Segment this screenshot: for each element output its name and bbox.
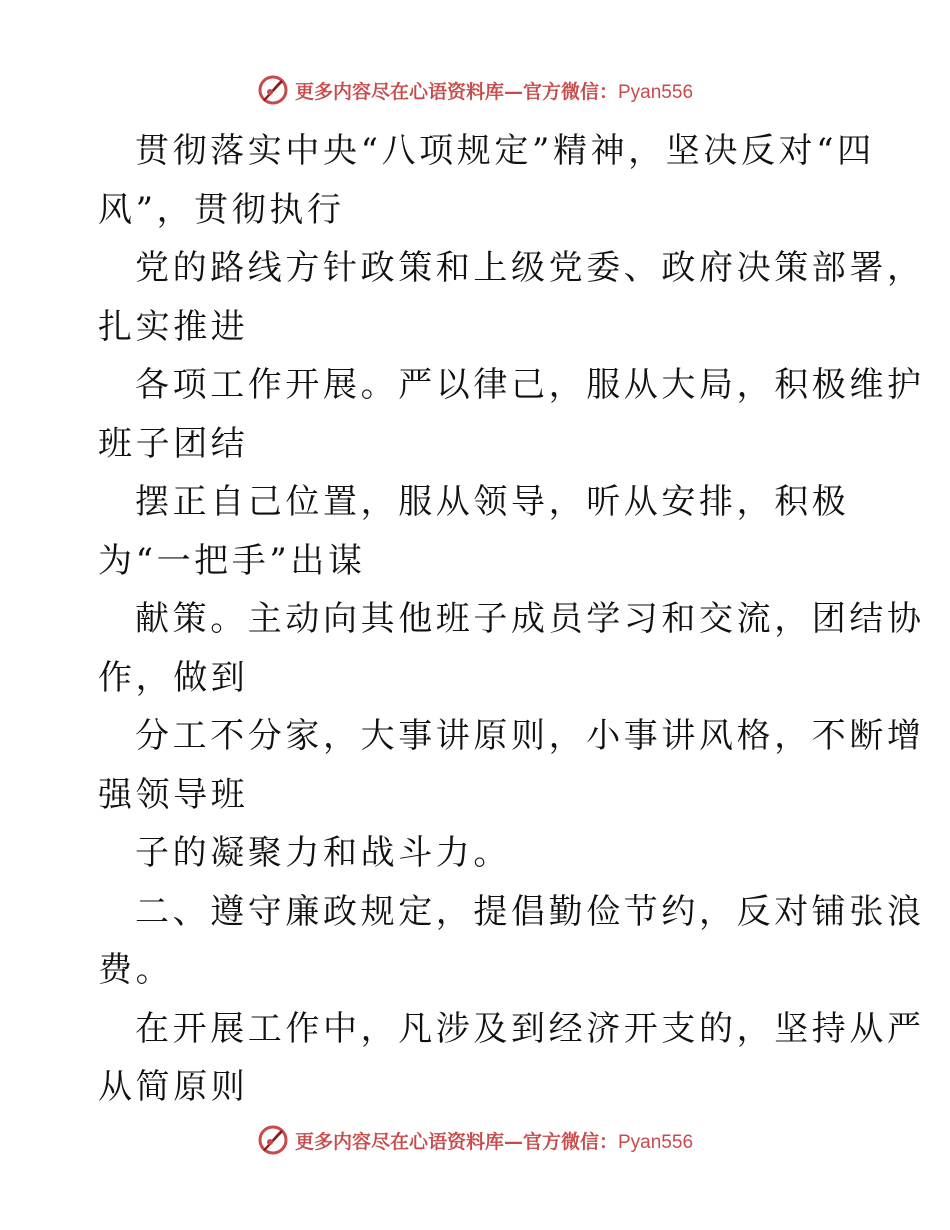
text-line: 费。	[98, 950, 174, 990]
section-heading-line: 二、遵守廉政规定，提倡勤俭节约，反对铺张浪	[135, 891, 925, 932]
wechat-account: Pyan556	[618, 1131, 694, 1153]
text-line: 班子团结	[98, 423, 249, 464]
text-line: 子的凝聚力和战斗力。	[135, 833, 511, 873]
text-line: 扎实推进	[98, 306, 249, 347]
text-line: 各项工作开展。严以律己，服从大局，积极维护	[135, 365, 925, 405]
text-line: 摆正自己位置，服从领导，听从安排，积极	[135, 482, 850, 522]
quill-pen-logo-icon	[257, 1124, 289, 1156]
quill-pen-logo-icon	[257, 74, 289, 106]
header-watermark-banner	[0, 70, 950, 110]
text-line: 贯彻落实中央“八项规定”精神，坚决反对“四	[135, 131, 875, 171]
wechat-account: Pyan556	[618, 81, 694, 103]
text-line: 在开展工作中，凡涉及到经济开支的，坚持从严	[135, 1008, 925, 1049]
text-line: 献策。主动向其他班子成员学习和交流，团结协	[135, 599, 925, 639]
text-line: 强领导班	[98, 774, 249, 815]
watermark-text: 更多内容尽在心语资料库—官方微信：Pyan556	[294, 80, 694, 103]
text-line: 党的路线方针政策和上级党委、政府决策部署，	[135, 248, 925, 288]
text-line: 从简原则	[98, 1067, 249, 1107]
document-body	[98, 122, 925, 1117]
footer-watermark-banner	[0, 1120, 950, 1160]
text-line: 分工不分家，大事讲原则，小事讲风格，不断增	[135, 716, 925, 756]
watermark-text: 更多内容尽在心语资料库—官方微信：Pyan556	[294, 1130, 694, 1153]
text-line: 作，做到	[98, 657, 249, 698]
text-line: 为“一把手”出谋	[98, 540, 366, 581]
text-line: 风”，贯彻执行	[98, 189, 345, 230]
